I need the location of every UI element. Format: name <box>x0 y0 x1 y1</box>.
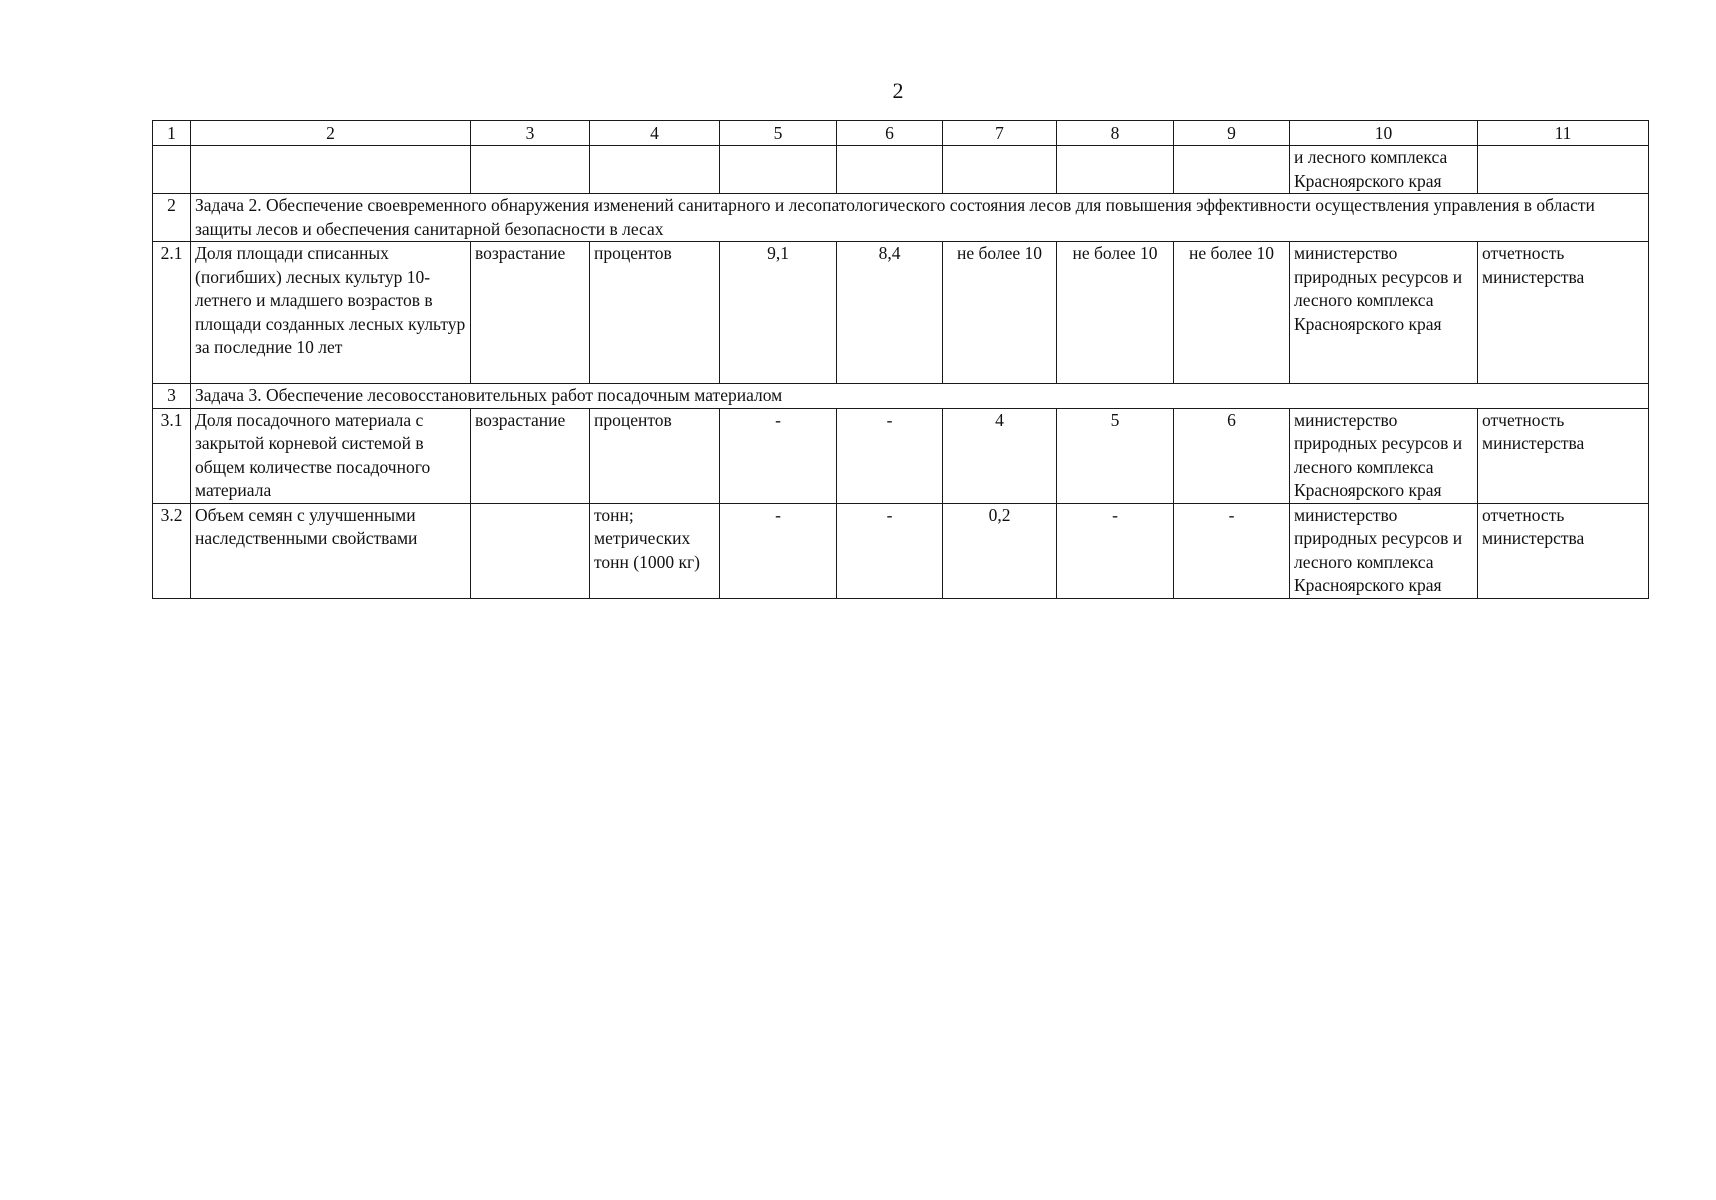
indicator-responsible: министерство природных ресурсов и лесного комплекса Красноярского края <box>1290 503 1478 598</box>
task-title: Задача 2. Обеспечение своевременного обнаружения изменений санитарного и лесопатологического состояния лесов для повышения эффективности осуществления управления в области защиты лесов и обеспечения санитарной безопасности в лесах <box>191 194 1649 242</box>
table-cell <box>837 146 943 194</box>
table-cell <box>1057 146 1174 194</box>
table-cell <box>1478 146 1649 194</box>
indicator-row <box>153 242 1649 384</box>
indicator-number: 2.1 <box>153 242 191 384</box>
indicators-table <box>152 120 1649 599</box>
indicator-value: не более 10 <box>943 242 1057 384</box>
column-header: 7 <box>943 121 1057 146</box>
column-header: 1 <box>153 121 191 146</box>
indicator-value: 0,2 <box>943 503 1057 598</box>
indicator-value: 9,1 <box>720 242 837 384</box>
indicator-source: отчетность министерства <box>1478 503 1649 598</box>
indicator-value: 4 <box>943 408 1057 503</box>
continuation-row <box>153 146 1649 194</box>
indicator-value: 5 <box>1057 408 1174 503</box>
responsible-cell: и лесного комплекса Красноярского края <box>1290 146 1478 194</box>
page-number: 2 <box>892 78 904 103</box>
column-header: 8 <box>1057 121 1174 146</box>
task-title: Задача 3. Обеспечение лесовосстановительных работ посадочным материалом <box>191 384 1649 409</box>
indicator-number: 3.2 <box>153 503 191 598</box>
table-cell <box>153 146 191 194</box>
indicator-value: - <box>1057 503 1174 598</box>
indicator-value: 6 <box>1174 408 1290 503</box>
task-row <box>153 194 1649 242</box>
indicator-unit: процентов <box>590 242 720 384</box>
task-row <box>153 384 1649 409</box>
indicator-value: - <box>837 503 943 598</box>
task-number: 2 <box>153 194 191 242</box>
indicator-trend: возрастание <box>471 408 590 503</box>
indicator-row <box>153 503 1649 598</box>
indicator-responsible: министерство природных ресурсов и лесного комплекса Красноярского края <box>1290 408 1478 503</box>
indicator-value: 8,4 <box>837 242 943 384</box>
table-cell <box>471 146 590 194</box>
table-cell <box>1174 146 1290 194</box>
column-header: 3 <box>471 121 590 146</box>
indicator-value: - <box>1174 503 1290 598</box>
indicator-value: - <box>720 408 837 503</box>
column-header: 4 <box>590 121 720 146</box>
indicator-value: - <box>720 503 837 598</box>
indicator-source: отчетность министерства <box>1478 408 1649 503</box>
table-cell <box>943 146 1057 194</box>
indicator-value: не более 10 <box>1174 242 1290 384</box>
indicator-value: - <box>837 408 943 503</box>
column-header: 9 <box>1174 121 1290 146</box>
table-cell <box>191 146 471 194</box>
table-cell <box>590 146 720 194</box>
indicator-unit: тонн; метрических тонн (1000 кг) <box>590 503 720 598</box>
indicator-value: не более 10 <box>1057 242 1174 384</box>
indicator-trend: возрастание <box>471 242 590 384</box>
column-header: 10 <box>1290 121 1478 146</box>
indicator-row <box>153 408 1649 503</box>
column-header: 5 <box>720 121 837 146</box>
indicator-source: отчетность министерства <box>1478 242 1649 384</box>
task-number: 3 <box>153 384 191 409</box>
column-header: 6 <box>837 121 943 146</box>
indicator-unit: процентов <box>590 408 720 503</box>
column-header: 2 <box>191 121 471 146</box>
indicator-name: Доля площади списанных (погибших) лесных культур 10-летнего и младшего возрастов в площади созданных лесных культур за последние 10 лет <box>191 242 471 384</box>
column-header: 11 <box>1478 121 1649 146</box>
table-cell <box>720 146 837 194</box>
indicator-name: Доля посадочного материала с закрытой корневой системой в общем количестве посадочного материала <box>191 408 471 503</box>
indicator-name: Объем семян с улучшенными наследственными свойствами <box>191 503 471 598</box>
indicator-trend <box>471 503 590 598</box>
column-number-row <box>153 121 1649 146</box>
indicator-responsible: министерство природных ресурсов и лесного комплекса Красноярского края <box>1290 242 1478 384</box>
indicator-number: 3.1 <box>153 408 191 503</box>
